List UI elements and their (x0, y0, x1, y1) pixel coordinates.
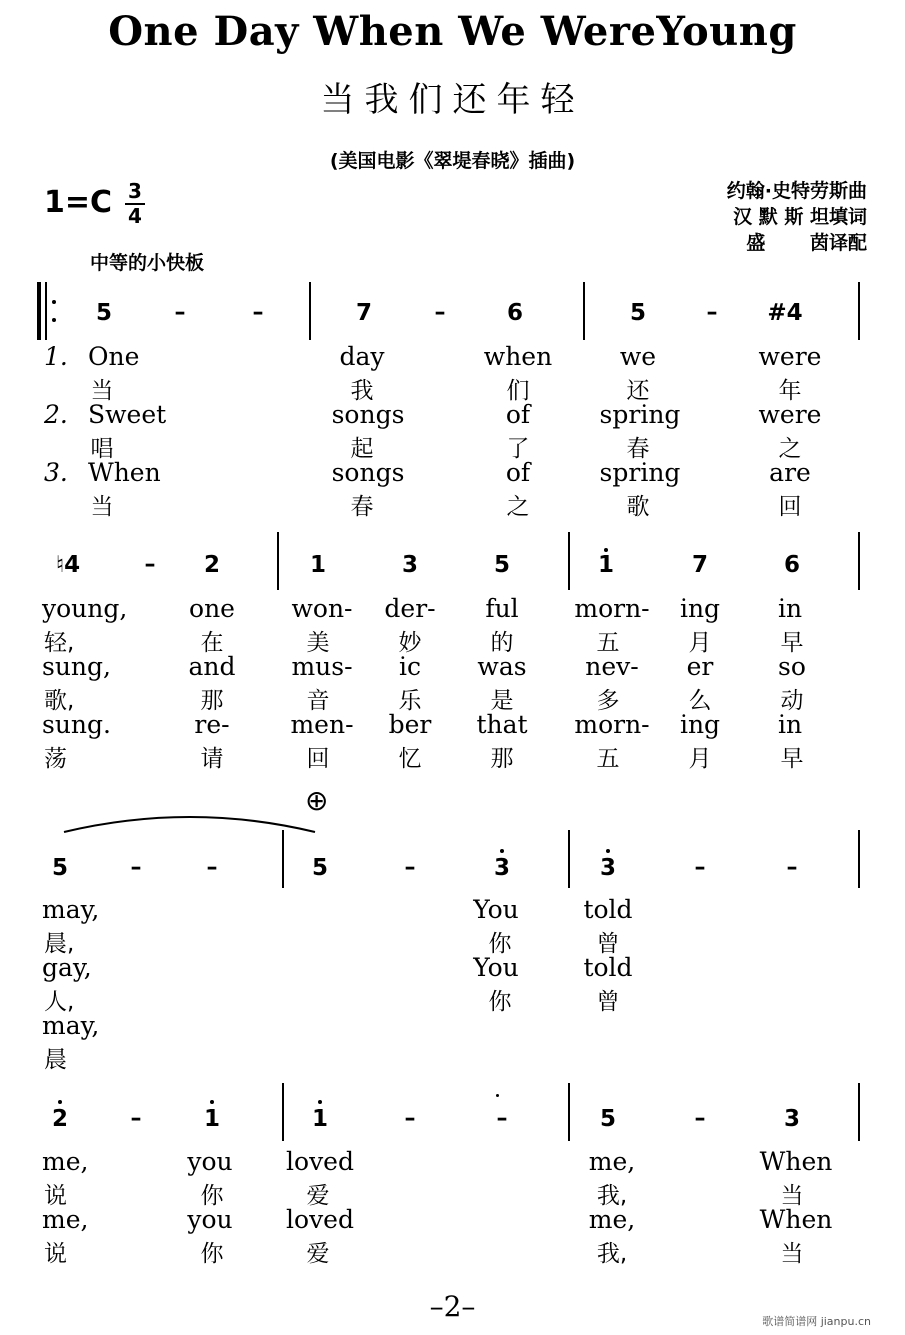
note-high: 1 (597, 552, 615, 578)
lyric-en: you (187, 1205, 233, 1234)
song-title: One Day When We WereYoung (108, 8, 797, 55)
lyric-en: ic (399, 652, 421, 681)
lyric-en: re- (194, 710, 230, 739)
lyric-en: may, (42, 1011, 100, 1040)
lyric-cn: 之 (778, 436, 802, 462)
lyric-en: of (505, 458, 531, 487)
note: 5 (95, 300, 113, 326)
lyric-en: You (473, 953, 519, 982)
lyric-en: loved (286, 1147, 354, 1176)
lyric-en: ful (485, 594, 519, 623)
note-natural: ♮4 (55, 552, 81, 578)
lyric-en: morn- (574, 710, 650, 739)
key-signature: 1=C (44, 185, 113, 220)
lyric-cn: 歌 (626, 494, 650, 520)
lyric-cn: 那 (200, 688, 224, 714)
lyric-cn: 了 (506, 436, 530, 462)
lyric-en: young, (42, 594, 128, 623)
lyric-en: You (473, 895, 519, 924)
lyric-en: told (583, 895, 633, 924)
note: 5 (493, 552, 511, 578)
lyric-cn: 回 (778, 494, 802, 520)
lyric-cn: 曾 (596, 931, 620, 957)
song-source: (美国电影《翠堤春晓》插曲) (329, 150, 576, 172)
lyric-en: ing (679, 594, 721, 623)
lyric-cn: 爱 (306, 1183, 330, 1209)
lyric-en: me, (588, 1147, 636, 1176)
lyric-en: when (483, 342, 553, 371)
page-number: –2– (429, 1290, 476, 1323)
lyric-en: so (778, 652, 806, 681)
note: 7 (355, 300, 373, 326)
note: 2 (203, 552, 221, 578)
lyric-en: sung. (42, 710, 111, 739)
lyric-en: may, (42, 895, 100, 924)
lyric-cn: 春 (350, 494, 374, 520)
note-dash: – (434, 300, 446, 325)
lyric-en: in (777, 710, 803, 739)
note: 5 (629, 300, 647, 326)
lyric-cn: 么 (688, 688, 712, 714)
lyric-cn: 忆 (398, 746, 422, 772)
lyric-cn: 早 (780, 746, 804, 772)
lyric-cn: 五 (596, 746, 620, 772)
lyric-en: are (769, 458, 811, 487)
lyric-cn: 轻, (44, 630, 75, 656)
lyric-cn: 的 (490, 630, 514, 656)
lyric-en: One (88, 342, 140, 371)
note-high: 1 (311, 1106, 329, 1132)
lyric-cn: 人, (44, 989, 75, 1015)
note: 7 (691, 552, 709, 578)
note-dash: – (496, 1106, 508, 1131)
lyric-cn: 晨, (44, 931, 75, 957)
lyric-cn: 美 (306, 630, 330, 656)
lyric-en: me, (588, 1205, 636, 1234)
watermark: 歌谱简谱网 jianpu.cn (762, 1315, 871, 1328)
lyric-en: sung, (42, 652, 111, 681)
song-subtitle: 当我们还年轻 (320, 80, 585, 120)
lyric-cn: 们 (506, 378, 530, 404)
note-dash: – (694, 855, 706, 880)
note-sharp: #4 (767, 300, 803, 326)
note: 3 (783, 1106, 801, 1132)
lyric-en: When (759, 1147, 833, 1176)
lyric-en: mus- (291, 652, 353, 681)
note-dash: – (404, 855, 416, 880)
note-high: 1 (203, 1106, 221, 1132)
note: 5 (311, 855, 329, 881)
lyric-en: day (339, 342, 385, 371)
note-high: 3 (493, 855, 511, 881)
note: 1 (309, 552, 327, 578)
lyric-cn: 是 (490, 688, 514, 714)
verse-number: 2. (44, 400, 68, 429)
lyric-en: me, (42, 1147, 89, 1176)
lyric-en: der- (384, 594, 436, 623)
lyric-cn: 晨 (44, 1047, 67, 1073)
lyric-cn: 之 (506, 494, 530, 520)
lyric-en: ber (388, 710, 432, 739)
lyric-en: and (188, 652, 236, 681)
time-sig-bottom: 4 (128, 204, 142, 228)
lyric-cn: 我, (596, 1183, 628, 1209)
lyric-en: me, (42, 1205, 89, 1234)
tempo-marking: 中等的小快板 (90, 252, 205, 274)
lyric-cn: 妙 (398, 630, 422, 656)
lyric-en: When (759, 1205, 833, 1234)
lyric-en: was (477, 652, 527, 681)
lyric-cn: 当 (780, 1241, 804, 1267)
note: 6 (506, 300, 524, 326)
lyric-en: loved (286, 1205, 354, 1234)
note-dash: – (786, 855, 798, 880)
lyric-en: songs (331, 400, 405, 429)
lyric-cn: 爱 (306, 1241, 330, 1267)
note-dash: – (706, 300, 718, 325)
note-dash: – (252, 300, 264, 325)
note-dash: – (206, 855, 218, 880)
lyric-cn: 说 (44, 1183, 67, 1209)
lyric-en: one (189, 594, 235, 623)
lyric-cn: 早 (780, 630, 804, 656)
note: 5 (599, 1106, 617, 1132)
lyric-en: spring (599, 458, 681, 487)
note-dash: – (694, 1106, 706, 1131)
note-dash: – (130, 1106, 142, 1131)
lyric-en: spring (599, 400, 681, 429)
time-sig-top: 3 (128, 179, 142, 203)
lyric-cn: 月 (688, 630, 712, 656)
lyric-cn: 当 (90, 494, 114, 520)
lyric-cn: 年 (778, 378, 802, 404)
lyric-en: ing (679, 710, 721, 739)
lyric-cn: 你 (200, 1241, 224, 1267)
lyric-cn: 我 (350, 378, 374, 404)
lyric-cn: 月 (688, 746, 712, 772)
lyric-cn: 春 (626, 436, 650, 462)
lyric-cn: 动 (780, 688, 804, 714)
note-high: 3 (599, 855, 617, 881)
lyric-cn: 你 (200, 1183, 224, 1209)
lyric-cn: 回 (306, 746, 330, 772)
lyric-cn: 歌, (44, 688, 75, 714)
lyric-en: you (187, 1147, 233, 1176)
lyric-en: that (476, 710, 528, 739)
verse-number: 3. (44, 458, 68, 487)
lyric-cn: 请 (200, 746, 224, 772)
credit-composer: 约翰·史特劳斯曲 (726, 180, 867, 202)
lyric-cn: 音 (306, 688, 330, 714)
lyric-cn: 多 (596, 688, 620, 714)
note: 5 (51, 855, 69, 881)
lyric-en: songs (331, 458, 405, 487)
lyric-cn: 还 (626, 378, 650, 404)
lyric-cn: 五 (596, 630, 620, 656)
lyric-en: won- (291, 594, 353, 623)
tie-slur (60, 810, 320, 836)
lyric-cn: 荡 (44, 746, 67, 772)
lyric-cn: 乐 (398, 688, 422, 714)
note: 6 (783, 552, 801, 578)
note-dash: – (404, 1106, 416, 1131)
lyric-en: nev- (585, 652, 639, 681)
note-dash: – (174, 300, 186, 325)
lyric-en: we (619, 342, 657, 371)
lyric-cn: 说 (44, 1241, 67, 1267)
note-high: 2 (51, 1106, 69, 1132)
lyric-cn: 当 (90, 378, 114, 404)
lyric-en: of (505, 400, 531, 429)
lyric-cn: 你 (488, 989, 512, 1015)
credit-lyricist: 汉 默 斯 坦填词 (733, 206, 867, 228)
credit-translator: 盛 茵译配 (746, 232, 867, 254)
note: 3 (401, 552, 419, 578)
time-signature (124, 180, 146, 228)
lyric-en: Sweet (88, 400, 167, 429)
lyric-cn: 起 (350, 436, 374, 462)
note-dash: – (130, 855, 142, 880)
lyric-en: gay, (42, 953, 92, 982)
lyric-en: morn- (574, 594, 650, 623)
verse-number: 1. (44, 342, 68, 371)
lyric-en: were (758, 342, 822, 371)
lyric-cn: 在 (200, 630, 224, 656)
lyric-cn: 当 (780, 1183, 804, 1209)
lyric-cn: 那 (490, 746, 514, 772)
coda-icon: ⊕ (305, 784, 329, 817)
lyric-cn: 我, (596, 1241, 628, 1267)
lyric-cn: 你 (488, 931, 512, 957)
lyric-en: in (777, 594, 803, 623)
lyric-cn: 唱 (90, 436, 114, 462)
lyric-en: told (583, 953, 633, 982)
lyric-en: were (758, 400, 822, 429)
lyric-en: When (88, 458, 161, 487)
lyric-cn: 曾 (596, 989, 620, 1015)
lyric-en: er (686, 652, 714, 681)
lyric-en: men- (290, 710, 354, 739)
note-dash: – (144, 552, 156, 577)
